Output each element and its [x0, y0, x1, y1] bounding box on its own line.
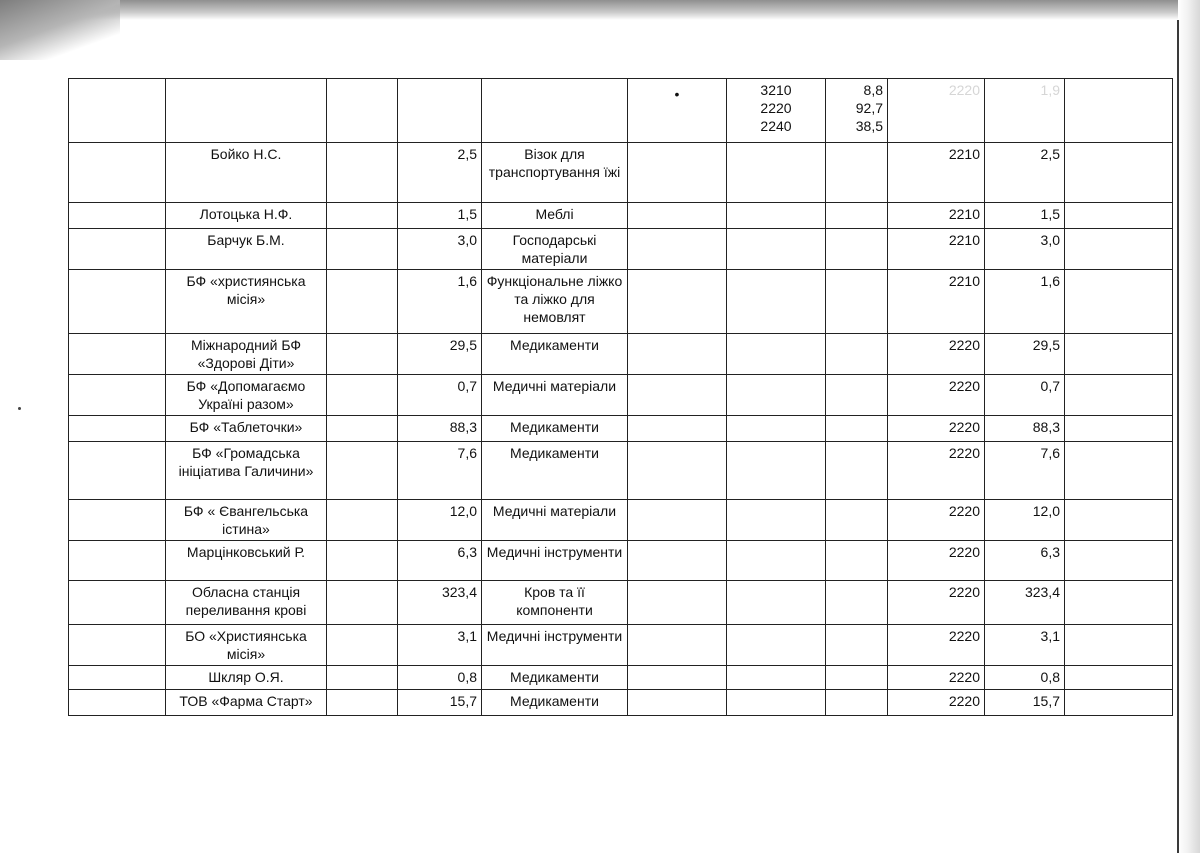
- cell-amount: 7,6: [398, 442, 482, 500]
- cell-blank: [727, 229, 826, 270]
- expense-code: 2220: [760, 100, 792, 116]
- table-row: [69, 334, 1173, 375]
- cell-name: Бойко Н.С.: [166, 143, 327, 203]
- table-row: [69, 416, 1173, 442]
- cell-blank: [1065, 500, 1173, 541]
- scan-top-edge: [0, 0, 1200, 20]
- cell-blank: [327, 442, 398, 500]
- cell-item: Функціональне ліжко та ліжко для немовлят: [482, 270, 628, 334]
- cell-blank: [727, 666, 826, 690]
- cell-amount: 0,8: [398, 666, 482, 690]
- cell-name: БО «Християнська місія»: [166, 625, 327, 666]
- cell-blank: [628, 416, 727, 442]
- cell-blank: [327, 79, 398, 143]
- cell-code: 2210: [888, 203, 985, 229]
- cell-blank: [1065, 442, 1173, 500]
- cell-blank: [327, 203, 398, 229]
- cell-blank: [1065, 581, 1173, 625]
- cell-amount2: 0,7: [985, 375, 1065, 416]
- scan-right-border-line: [1177, 20, 1179, 853]
- cell-blank: [69, 625, 166, 666]
- cell-name: БФ « Євангельська істина»: [166, 500, 327, 541]
- table-row: [69, 541, 1173, 581]
- cell-blank: [727, 375, 826, 416]
- cell-item: Медичні інструменти: [482, 541, 628, 581]
- cell-blank: [1065, 334, 1173, 375]
- cell-amount: 1,5: [398, 203, 482, 229]
- cell-item: Медичні матеріали: [482, 500, 628, 541]
- cell-blank: [69, 375, 166, 416]
- cell-blank: [727, 581, 826, 625]
- cell-item: [482, 79, 628, 143]
- cell-amount2: 88,3: [985, 416, 1065, 442]
- cell-blank: [826, 690, 888, 716]
- cell-name: БФ «християнська місія»: [166, 270, 327, 334]
- cell-blank: [1065, 229, 1173, 270]
- cell-blank: [628, 666, 727, 690]
- cell-amount2: 12,0: [985, 500, 1065, 541]
- cell-code: 2220: [888, 541, 985, 581]
- table-row: [69, 229, 1173, 270]
- cell-blank: [826, 229, 888, 270]
- cell-amount2: 0,8: [985, 666, 1065, 690]
- cell-blank: [826, 375, 888, 416]
- expense-code: 2240: [760, 118, 792, 134]
- cell-amount: 12,0: [398, 500, 482, 541]
- cell-blank: [69, 203, 166, 229]
- cell-amount: [398, 79, 482, 143]
- cell-item: Медикаменти: [482, 416, 628, 442]
- cell-code: 2210: [888, 270, 985, 334]
- cell-blank: [628, 334, 727, 375]
- cell-blank: [1065, 203, 1173, 229]
- cell-amount: 3,1: [398, 625, 482, 666]
- cell-blank: [69, 581, 166, 625]
- cell-blank: [826, 442, 888, 500]
- cell-amount: 6,3: [398, 541, 482, 581]
- cell-blank: [327, 375, 398, 416]
- cell-name: Барчук Б.М.: [166, 229, 327, 270]
- cell-blank: [826, 334, 888, 375]
- cell-blank: [826, 625, 888, 666]
- table-body: [69, 79, 1173, 716]
- table-row: [69, 500, 1173, 541]
- table-row: [69, 203, 1173, 229]
- cell-amount: 3,0: [398, 229, 482, 270]
- cell-blank: [327, 690, 398, 716]
- cell-name: [166, 79, 327, 143]
- cell-blank: [727, 625, 826, 666]
- cell-blank: [727, 143, 826, 203]
- cell-blank: [327, 416, 398, 442]
- cell-blank: [69, 442, 166, 500]
- cell-expense-codes: [727, 79, 826, 143]
- cell-blank: [628, 143, 727, 203]
- cell-blank: [69, 500, 166, 541]
- cell-blank: [727, 500, 826, 541]
- cell-blank: [628, 375, 727, 416]
- cell-blank: [727, 442, 826, 500]
- cell-item: Господарські матеріали: [482, 229, 628, 270]
- expense-amount: 38,5: [855, 118, 883, 134]
- cell-blank: [69, 666, 166, 690]
- cell-amount2: 7,6: [985, 442, 1065, 500]
- dot-mark: •: [674, 86, 680, 102]
- table-row: [69, 143, 1173, 203]
- cell-blank: [826, 541, 888, 581]
- scan-corner-shadow: [0, 0, 120, 60]
- cell-amount2: 6,3: [985, 541, 1065, 581]
- table-row: [69, 690, 1173, 716]
- cell-code: 2220: [888, 334, 985, 375]
- cell-amount: 1,6: [398, 270, 482, 334]
- cell-code: 2220: [888, 375, 985, 416]
- cell-blank: [327, 541, 398, 581]
- cell-name: Шкляр О.Я.: [166, 666, 327, 690]
- cell-name: БФ «Таблеточки»: [166, 416, 327, 442]
- expense-amount: 8,8: [863, 82, 883, 98]
- cell-code: 2220: [888, 666, 985, 690]
- cell-blank: [327, 581, 398, 625]
- cell-blank: [826, 581, 888, 625]
- cell-blank: [69, 334, 166, 375]
- cell-amount2: 2,5: [985, 143, 1065, 203]
- cell-blank: [1065, 143, 1173, 203]
- cell-amount2: 1,6: [985, 270, 1065, 334]
- cell-blank: [628, 500, 727, 541]
- cell-blank: [327, 334, 398, 375]
- table-row: [69, 270, 1173, 334]
- cell-code: 2220: [888, 690, 985, 716]
- scan-right-edge: [1178, 0, 1200, 853]
- cell-dot: [628, 79, 727, 143]
- table-row: [69, 625, 1173, 666]
- cell-blank: [826, 500, 888, 541]
- cell-name: Обласна станція переливання крові: [166, 581, 327, 625]
- cell-amount2: 323,4: [985, 581, 1065, 625]
- cell-amount: 323,4: [398, 581, 482, 625]
- cell-blank: [69, 416, 166, 442]
- cell-blank: [727, 416, 826, 442]
- cell-amount: 88,3: [398, 416, 482, 442]
- cell-blank: [1065, 79, 1173, 143]
- cell-blank: [69, 270, 166, 334]
- cell-blank: [1065, 690, 1173, 716]
- cell-item: Медикаменти: [482, 442, 628, 500]
- cell-item: Медичні інструменти: [482, 625, 628, 666]
- cell-amount: 15,7: [398, 690, 482, 716]
- cell-blank: [826, 143, 888, 203]
- donations-table: [68, 78, 1173, 716]
- table-row-top: [69, 79, 1173, 143]
- table-row: [69, 581, 1173, 625]
- cell-blank: [69, 541, 166, 581]
- cell-blank: [826, 666, 888, 690]
- cell-blank: [1065, 625, 1173, 666]
- cell-blank: [1065, 666, 1173, 690]
- cell-blank: [727, 270, 826, 334]
- cell-blank: [628, 229, 727, 270]
- cell-blank: [628, 581, 727, 625]
- cell-blank: [826, 416, 888, 442]
- cell-name: Марцінковський Р.: [166, 541, 327, 581]
- cell-blank: [727, 690, 826, 716]
- cell-name: Лотоцька Н.Ф.: [166, 203, 327, 229]
- scan-speck: [18, 407, 21, 410]
- cell-item: Меблі: [482, 203, 628, 229]
- faded-code: 2220: [948, 82, 980, 98]
- cell-blank: [628, 442, 727, 500]
- cell-name: БФ «Громадська ініціатива Галичини»: [166, 442, 327, 500]
- cell-code: 2210: [888, 143, 985, 203]
- cell-blank: [327, 229, 398, 270]
- cell-blank: [628, 690, 727, 716]
- cell-code: 2220: [888, 416, 985, 442]
- cell-blank: [327, 143, 398, 203]
- cell-blank: [1065, 270, 1173, 334]
- cell-blank: [327, 500, 398, 541]
- cell-blank: [1065, 375, 1173, 416]
- cell-blank: [327, 270, 398, 334]
- cell-code: 2210: [888, 229, 985, 270]
- cell-blank: [628, 270, 727, 334]
- cell-code: 2220: [888, 500, 985, 541]
- cell-code: [888, 79, 985, 143]
- cell-amount2: 15,7: [985, 690, 1065, 716]
- cell-code: 2220: [888, 442, 985, 500]
- cell-item: Кров та її компоненти: [482, 581, 628, 625]
- cell-item: Медикаменти: [482, 666, 628, 690]
- cell-code: 2220: [888, 625, 985, 666]
- cell-item: Медичні матеріали: [482, 375, 628, 416]
- cell-item: Медикаменти: [482, 334, 628, 375]
- expense-amount: 92,7: [855, 100, 883, 116]
- faded-amount: 1,9: [1040, 82, 1060, 98]
- cell-blank: [727, 203, 826, 229]
- cell-blank: [327, 666, 398, 690]
- cell-name: ТОВ «Фарма Старт»: [166, 690, 327, 716]
- cell-amount2: [985, 79, 1065, 143]
- cell-name: БФ «Допомагаємо Україні разом»: [166, 375, 327, 416]
- cell-amount2: 3,0: [985, 229, 1065, 270]
- table-row: [69, 375, 1173, 416]
- table-row: [69, 666, 1173, 690]
- cell-blank: [327, 625, 398, 666]
- cell-blank: [1065, 416, 1173, 442]
- cell-amount: 0,7: [398, 375, 482, 416]
- table-row: [69, 442, 1173, 500]
- cell-name: Міжнародний БФ «Здорові Діти»: [166, 334, 327, 375]
- cell-blank: [727, 334, 826, 375]
- cell-blank: [69, 79, 166, 143]
- cell-amount: 29,5: [398, 334, 482, 375]
- cell-blank: [69, 143, 166, 203]
- cell-amount2: 29,5: [985, 334, 1065, 375]
- cell-expense-amounts: [826, 79, 888, 143]
- cell-blank: [69, 229, 166, 270]
- cell-blank: [628, 203, 727, 229]
- cell-blank: [727, 541, 826, 581]
- cell-blank: [826, 203, 888, 229]
- expense-code: 3210: [760, 82, 792, 98]
- cell-amount: 2,5: [398, 143, 482, 203]
- cell-amount2: 1,5: [985, 203, 1065, 229]
- cell-blank: [628, 541, 727, 581]
- cell-item: Візок для транспортування їжі: [482, 143, 628, 203]
- cell-blank: [69, 690, 166, 716]
- cell-blank: [628, 625, 727, 666]
- cell-blank: [1065, 541, 1173, 581]
- cell-item: Медикаменти: [482, 690, 628, 716]
- cell-code: 2220: [888, 581, 985, 625]
- cell-blank: [826, 270, 888, 334]
- cell-amount2: 3,1: [985, 625, 1065, 666]
